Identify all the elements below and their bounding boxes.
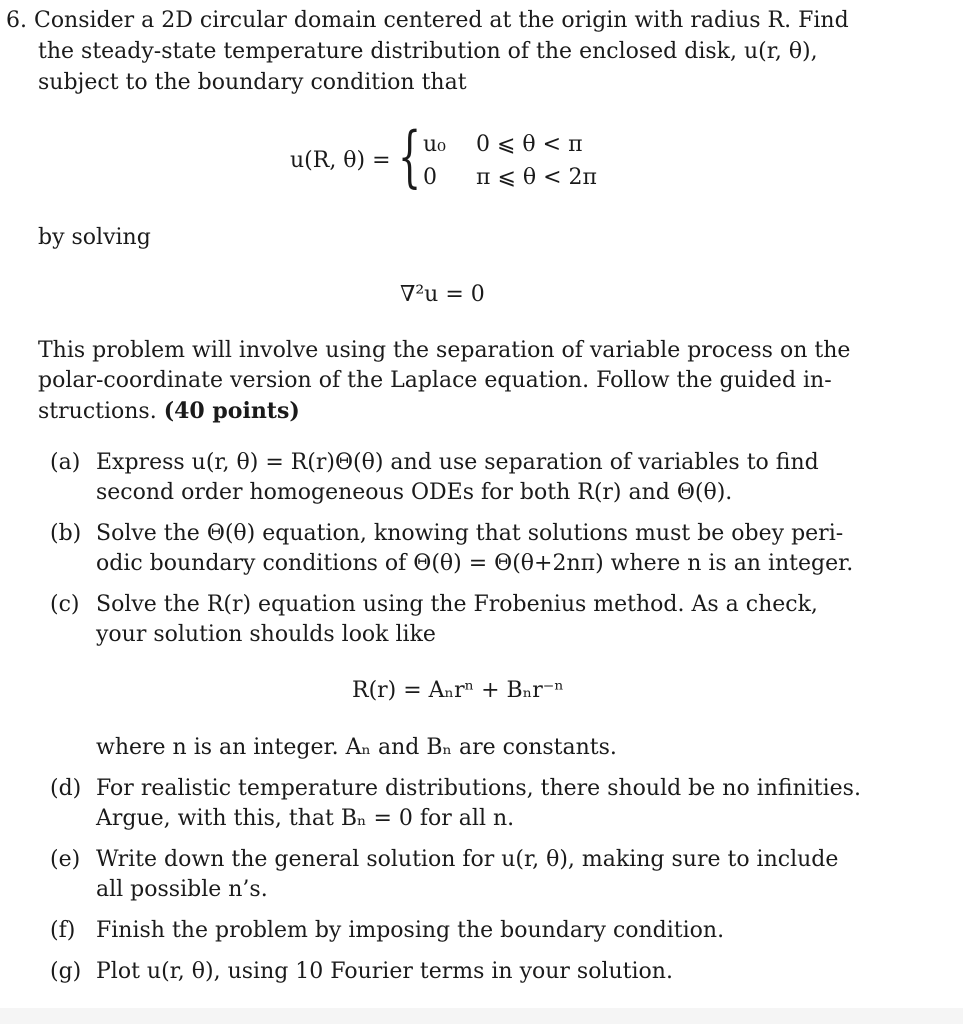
bc-case2-condition: π ⩽ θ < 2π bbox=[476, 165, 597, 190]
part-f-line-1: Finish the problem by imposing the boundary condition. bbox=[96, 918, 725, 943]
bc-case1-condition: 0 ⩽ θ < π bbox=[476, 132, 583, 157]
part-d-line-1: For realistic temperature distributions, there should be no infinities. bbox=[96, 776, 861, 801]
part-e-label: (e) bbox=[50, 847, 81, 872]
laplace-equation: ∇²u = 0 bbox=[400, 282, 485, 307]
bottom-margin-bar bbox=[0, 1008, 963, 1024]
part-g-label: (g) bbox=[50, 959, 82, 984]
bc-brace: { bbox=[398, 118, 422, 195]
part-c-line-1: Solve the R(r) equation using the Frobenius method. As a check, bbox=[96, 592, 818, 617]
by-solving-text: by solving bbox=[38, 225, 151, 250]
part-a-line-2: second order homogeneous ODEs for both R(r) and Θ(θ). bbox=[96, 480, 733, 505]
intro-line-1: 6. Consider a 2D circular domain centered at the origin with radius R. Find bbox=[6, 8, 849, 33]
part-b-line-2: odic boundary conditions of Θ(θ) = Θ(θ+2nπ) where n is an integer. bbox=[96, 551, 854, 576]
part-c-equation: R(r) = Aₙrⁿ + Bₙr⁻ⁿ bbox=[352, 678, 564, 703]
para-line-3-text: structions. bbox=[38, 399, 157, 424]
part-b-label: (b) bbox=[50, 521, 82, 546]
part-g-line-1: Plot u(r, θ), using 10 Fourier terms in your solution. bbox=[96, 959, 673, 984]
bc-case1-value: u₀ bbox=[423, 132, 446, 157]
part-e-line-1: Write down the general solution for u(r, θ), making sure to include bbox=[96, 847, 839, 872]
para-line-2: polar-coordinate version of the Laplace equation. Follow the guided in- bbox=[38, 368, 832, 393]
part-d-label: (d) bbox=[50, 776, 82, 801]
para-line-3 bbox=[38, 396, 300, 427]
part-a-line-1: Express u(r, θ) = R(r)Θ(θ) and use separation of variables to find bbox=[96, 450, 819, 475]
part-d-line-2: Argue, with this, that Bₙ = 0 for all n. bbox=[96, 806, 515, 831]
intro-line-2: the steady-state temperature distribution of the enclosed disk, u(r, θ), bbox=[38, 39, 818, 64]
part-c-line-3: where n is an integer. Aₙ and Bₙ are constants. bbox=[96, 735, 617, 760]
part-b-line-1: Solve the Θ(θ) equation, knowing that solutions must be obey peri- bbox=[96, 521, 844, 546]
part-c-line-2: your solution shoulds look like bbox=[96, 622, 436, 647]
part-a-label: (a) bbox=[50, 450, 81, 475]
para-line-1: This problem will involve using the separation of variable process on the bbox=[38, 338, 851, 363]
points-label: (40 points) bbox=[163, 398, 300, 424]
bc-lhs: u(R, θ) = bbox=[290, 148, 391, 173]
intro-line-3: subject to the boundary condition that bbox=[38, 70, 467, 95]
part-c-label: (c) bbox=[50, 592, 80, 617]
part-f-label: (f) bbox=[50, 918, 76, 943]
bc-case2-value: 0 bbox=[423, 165, 437, 190]
part-e-line-2: all possible n’s. bbox=[96, 877, 268, 902]
